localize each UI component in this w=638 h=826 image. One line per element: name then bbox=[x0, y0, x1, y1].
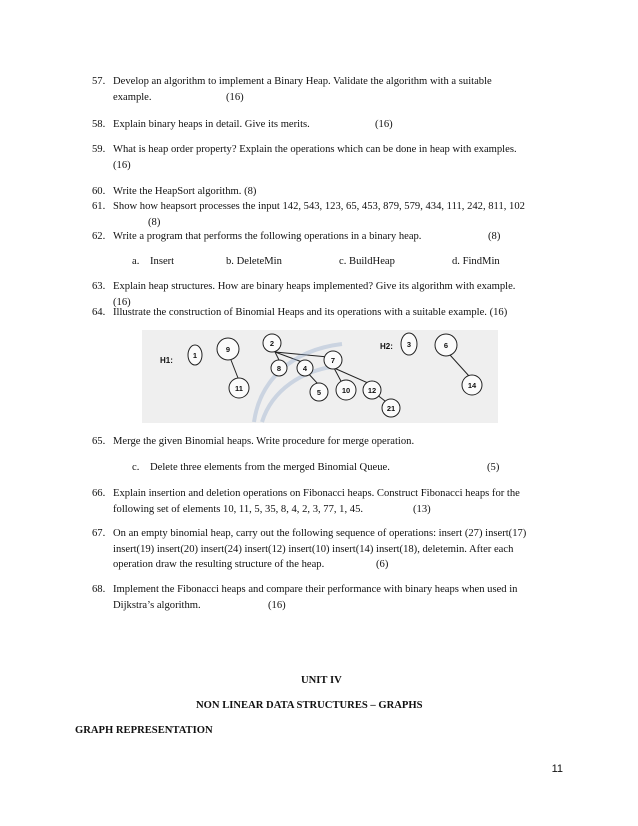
node-label: 4 bbox=[302, 364, 308, 373]
question-57 bbox=[92, 74, 572, 105]
question-number: 62. bbox=[92, 231, 106, 242]
question-number: 63. bbox=[92, 281, 106, 292]
question-marks: (16) bbox=[268, 599, 286, 611]
question-text: Develop an algorithm to implement a Binary Heap. Validate the algorithm with a suitable example. bbox=[113, 76, 492, 103]
node-label: 2 bbox=[269, 339, 275, 348]
question-number: 61. bbox=[92, 201, 106, 212]
node-label: 9 bbox=[225, 345, 231, 354]
question-68 bbox=[92, 582, 572, 613]
q65-sub-text: Delete three elements from the merged Binomial Queue. bbox=[150, 462, 390, 473]
edge bbox=[450, 355, 469, 376]
question-text: Write the HeapSort algorithm. (8) bbox=[113, 186, 257, 197]
question-number: 64. bbox=[92, 307, 106, 318]
question-number: 59. bbox=[92, 144, 106, 155]
heap-label-h1: H1: bbox=[160, 356, 173, 365]
option-b: b. DeleteMin bbox=[226, 256, 282, 267]
page-number: 11 bbox=[551, 763, 563, 775]
question-number: 66. bbox=[92, 488, 106, 499]
node-label: 7 bbox=[330, 356, 336, 365]
question-text: Implement the Fibonacci heaps and compare their performance with binary heaps when used in Dijkstra’s algorithm. bbox=[113, 584, 518, 611]
question-60 bbox=[92, 184, 572, 200]
heap-label-h2: H2: bbox=[380, 342, 393, 351]
question-text: Show how heapsort processes the input 142, 543, 123, 65, 453, 879, 579, 434, 111, 242, 811, 102 bbox=[113, 201, 525, 212]
question-marks: (6) bbox=[376, 559, 389, 570]
question-61 bbox=[92, 199, 572, 228]
binomial-heaps-figure bbox=[142, 330, 498, 423]
question-marks: (16) bbox=[375, 119, 393, 130]
option-c: c. BuildHeap bbox=[339, 256, 395, 267]
section-heading: GRAPH REPRESENTATION bbox=[75, 725, 213, 736]
node-label: 6 bbox=[443, 341, 449, 350]
option-a-label: a. bbox=[132, 256, 140, 267]
question-number: 65. bbox=[92, 436, 106, 447]
binomial-heaps-diagram bbox=[142, 330, 498, 423]
question-58 bbox=[92, 117, 572, 133]
question-65 bbox=[92, 434, 572, 450]
node-label: 1 bbox=[192, 351, 198, 360]
node-label: 14 bbox=[467, 381, 477, 390]
edge bbox=[231, 360, 238, 378]
node-label: 11 bbox=[235, 384, 243, 393]
question-marks: (8) bbox=[148, 216, 161, 228]
option-d: d. FindMin bbox=[452, 256, 500, 267]
question-text: Merge the given Binomial heaps. Write procedure for merge operation. bbox=[113, 436, 415, 447]
question-64 bbox=[92, 305, 572, 321]
question-number: 60. bbox=[92, 186, 106, 197]
question-number: 58. bbox=[92, 119, 106, 130]
question-text: Explain insertion and deletion operations on Fibonacci heaps. Construct Fibonacci heaps for the following set of elements 10, 11, 5, 35, 8, 4, 2, 3, 77, 1, 45. bbox=[113, 488, 520, 515]
node-label: 5 bbox=[316, 388, 322, 397]
question-59 bbox=[92, 142, 572, 173]
node-label: 3 bbox=[406, 340, 412, 349]
node-label: 12 bbox=[367, 386, 377, 395]
question-67 bbox=[92, 526, 572, 573]
question-number: 68. bbox=[92, 584, 106, 595]
question-text: Illustrate the construction of Binomial Heaps and its operations with a suitable example. (16) bbox=[113, 307, 508, 318]
edge bbox=[334, 368, 368, 383]
question-text: Explain binary heaps in detail. Give its merits. bbox=[113, 119, 310, 130]
q65-sub-marks: (5) bbox=[487, 462, 500, 473]
question-text: On an empty binomial heap, carry out the following sequence of operations: insert (27) insert(17) insert(19) insert(20) insert(24) insert(12) insert(10) insert(14) insert(18), deletemin. After each operation draw the resulting structure of the heap. bbox=[113, 528, 527, 570]
question-text: What is heap order property? Explain the operations which can be done in heap with examples. (16) bbox=[113, 144, 517, 171]
question-marks: (16) bbox=[226, 91, 244, 103]
node-label: 8 bbox=[276, 364, 282, 373]
q65-sub-label: c. bbox=[132, 462, 140, 473]
question-number: 67. bbox=[92, 528, 106, 539]
question-text: Explain heap structures. How are binary heaps implemented? Give its algorithm with example. (16) bbox=[113, 281, 516, 308]
option-a-text: Insert bbox=[150, 256, 175, 267]
question-number: 57. bbox=[92, 76, 106, 87]
unit-title: UNIT IV bbox=[301, 675, 342, 686]
question-62 bbox=[92, 229, 572, 245]
node-label: 10 bbox=[341, 386, 351, 395]
unit-subtitle: NON LINEAR DATA STRUCTURES – GRAPHS bbox=[196, 700, 423, 711]
question-66 bbox=[92, 486, 572, 517]
question-text: Write a program that performs the following operations in a binary heap. bbox=[113, 231, 422, 242]
node-label: 21 bbox=[386, 404, 396, 413]
question-marks: (8) bbox=[488, 231, 501, 242]
question-marks: (13) bbox=[413, 503, 431, 515]
